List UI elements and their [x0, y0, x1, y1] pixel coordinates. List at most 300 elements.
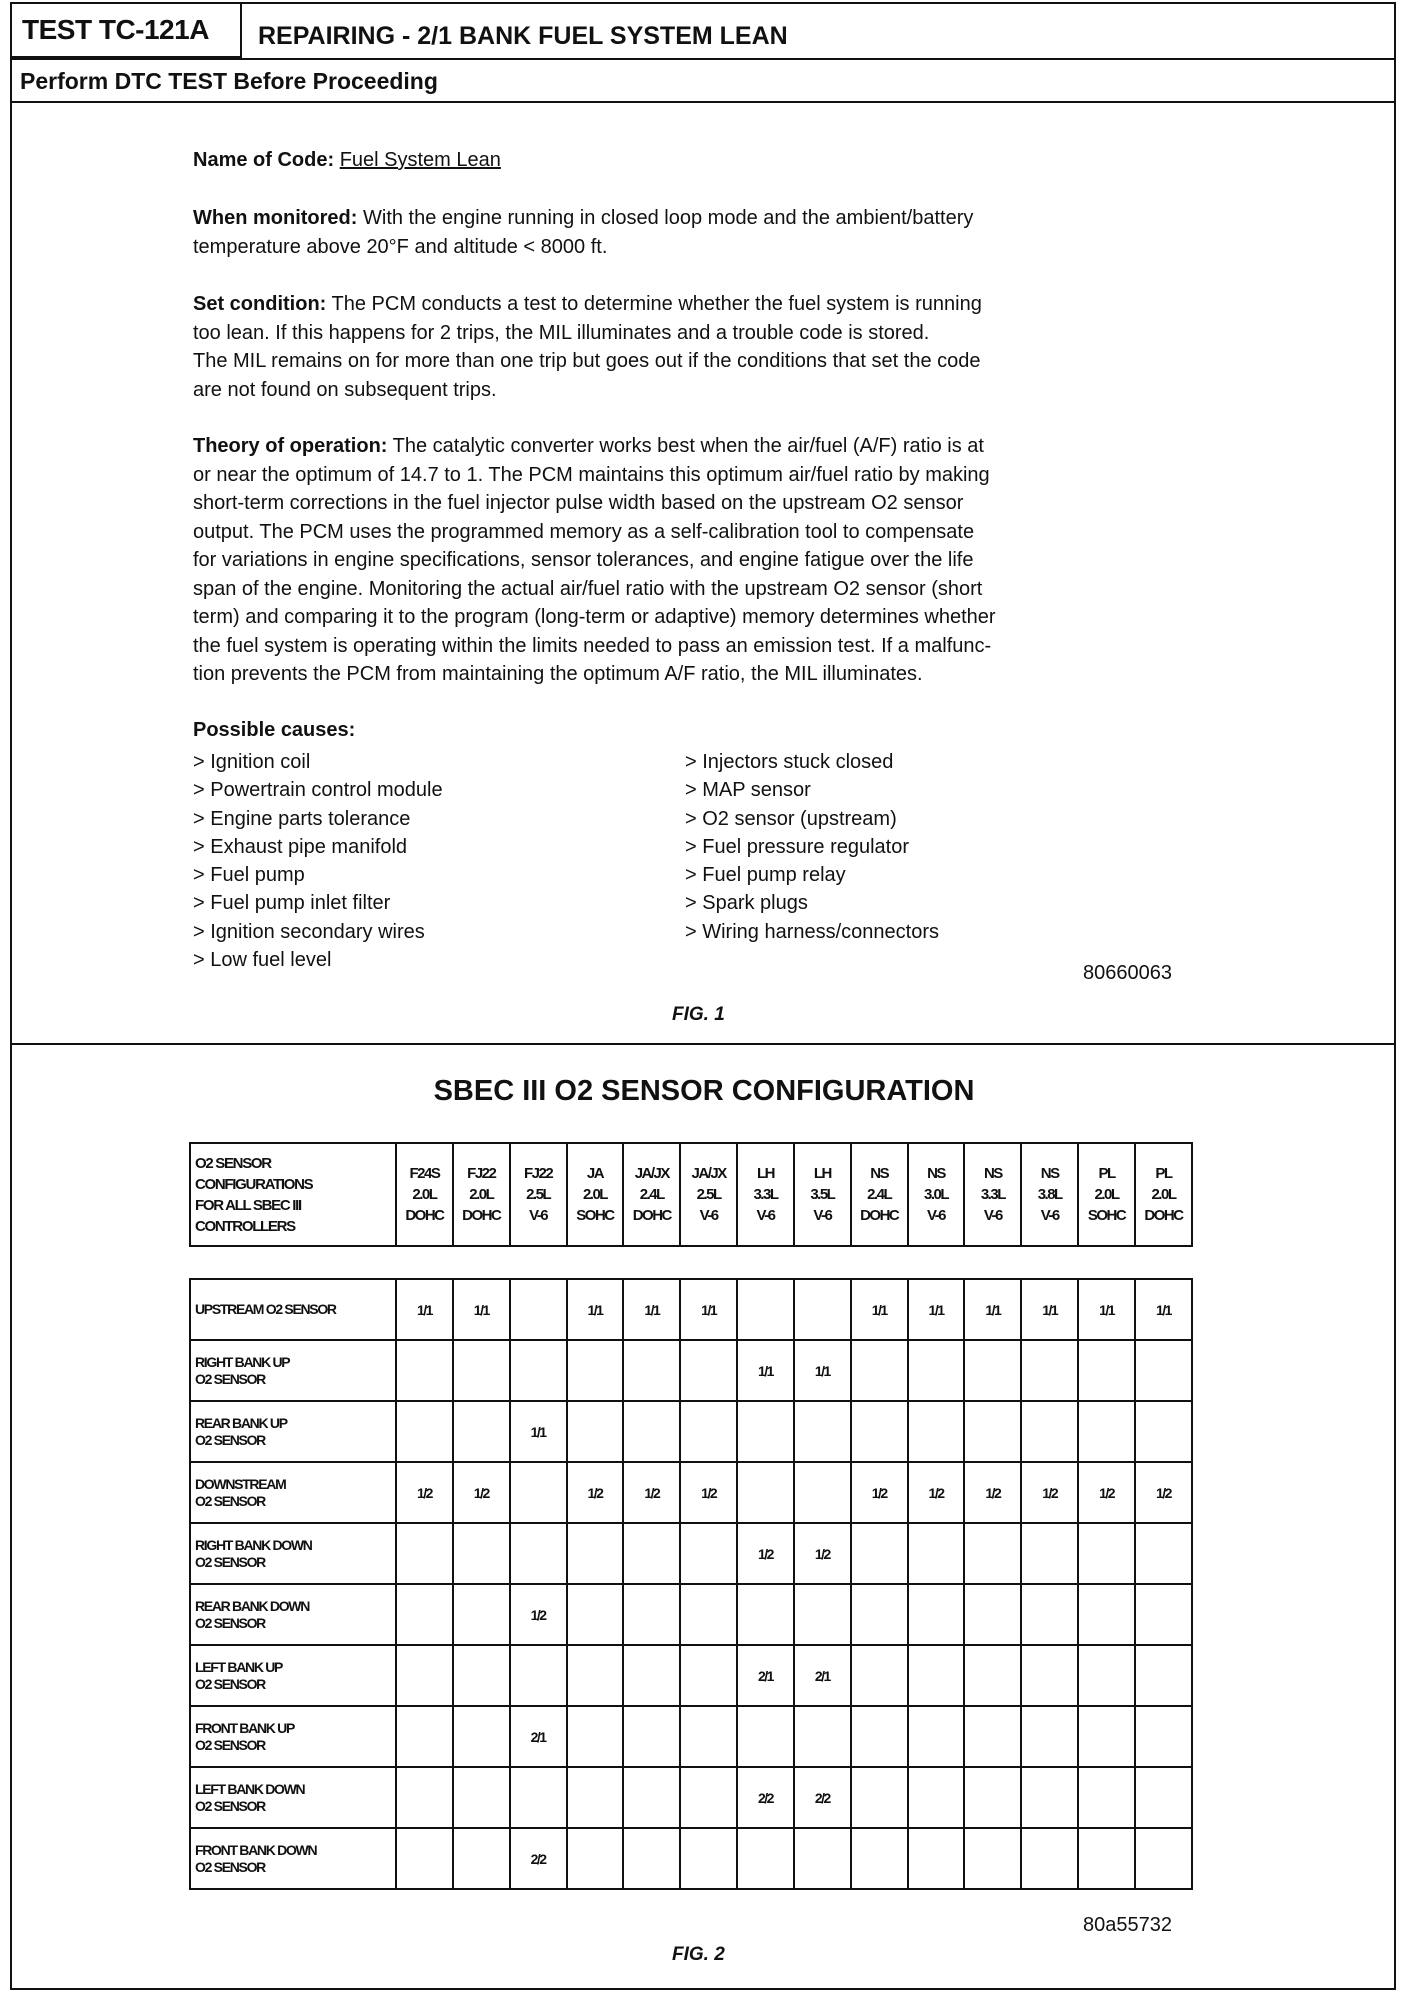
figure-code: 80a55732 [1083, 1914, 1172, 1936]
line-text: are not found on subsequent trips. [193, 378, 497, 401]
code-name: Fuel System Lean [339, 149, 501, 171]
row-label [190, 1767, 396, 1828]
table-cell [680, 1523, 737, 1584]
table-cell [1135, 1645, 1192, 1706]
table-cell: 1/1 [908, 1279, 965, 1340]
test-id: TEST TC-121A [10, 2, 242, 58]
table-cell [567, 1584, 624, 1645]
cause-item: > Injectors stuck closed [685, 751, 894, 773]
figure-caption: FIG. 1 [672, 1004, 725, 1025]
column-header-line: 3.3L [980, 1186, 1005, 1203]
cause-item: > Wiring harness/connectors [685, 920, 940, 943]
table-cell [737, 1279, 794, 1340]
para-when-monitored [193, 204, 973, 261]
row-label-line: O2 SENSOR [195, 1431, 265, 1448]
table-cell [396, 1523, 453, 1584]
table-cell [1021, 1340, 1078, 1401]
row-label-line: O2 SENSOR [195, 1675, 265, 1692]
table-cell [1135, 1706, 1192, 1767]
column-header-line: SOHC [1087, 1207, 1126, 1224]
table-cell [1021, 1584, 1078, 1645]
row-label-line: O2 SENSOR [195, 1797, 265, 1814]
table-cell [737, 1706, 794, 1767]
line-text: The catalytic converter works best when the air/fuel (A/F) ratio is at [387, 435, 984, 457]
table-cell: 1/2 [964, 1462, 1021, 1523]
line-text: The PCM conducts a test to determine whether the fuel system is running [326, 293, 982, 315]
table-cell [623, 1828, 680, 1889]
table-cell: 1/1 [737, 1340, 794, 1401]
column-header-line: JA/JX [634, 1165, 669, 1182]
table-cell [510, 1645, 567, 1706]
paragraph-line [193, 347, 982, 376]
column-header [908, 1143, 965, 1246]
causes-right [685, 748, 939, 946]
table-cell: 1/1 [851, 1279, 908, 1340]
cause-item: > Fuel pressure regulator [685, 835, 910, 858]
table-cell [908, 1340, 965, 1401]
row-label-line: LEFT BANK UP [195, 1658, 283, 1675]
causes-left [193, 748, 443, 974]
column-header-line: V-6 [756, 1207, 775, 1224]
column-header-line: NS [870, 1165, 889, 1182]
table-cell [851, 1706, 908, 1767]
column-header-line: DOHC [860, 1207, 899, 1224]
table-cell [1021, 1645, 1078, 1706]
table-row [190, 1767, 1192, 1828]
column-header-line: V-6 [983, 1207, 1002, 1224]
table-row [190, 1279, 1192, 1340]
row-label-line: UPSTREAM O2 SENSOR [195, 1301, 336, 1317]
row-label [190, 1401, 396, 1462]
table-cell [908, 1584, 965, 1645]
table-cell [1135, 1340, 1192, 1401]
table-cell: 1/1 [794, 1340, 851, 1401]
table-cell [510, 1462, 567, 1523]
table-cell: 1/1 [680, 1279, 737, 1340]
table-cell: 2/2 [737, 1767, 794, 1828]
row-label-line: O2 SENSOR [195, 1858, 265, 1875]
cause-item: > Ignition secondary wires [193, 920, 425, 943]
table-cell [1078, 1340, 1135, 1401]
table-cell [510, 1767, 567, 1828]
column-header [851, 1143, 908, 1246]
line-text: the fuel system is operating within the limits needed to pass an emission test. If a malfunc- [193, 634, 992, 657]
table-cell [964, 1828, 1021, 1889]
divider [10, 1043, 1396, 1045]
table-cell [680, 1767, 737, 1828]
causes-heading [193, 716, 355, 745]
table-cell: 2/2 [510, 1828, 567, 1889]
table-cell [794, 1828, 851, 1889]
column-header-line: FJ22 [467, 1165, 496, 1182]
cause-item: > Fuel pump inlet filter [193, 892, 391, 915]
table-cell [567, 1767, 624, 1828]
table-cell [851, 1645, 908, 1706]
table-cell [396, 1706, 453, 1767]
table-cell: 1/1 [510, 1401, 567, 1462]
table-cell: 1/2 [794, 1523, 851, 1584]
line-text: tion prevents the PCM from maintaining the optimum A/F ratio, the MIL illuminates. [193, 663, 923, 685]
column-header-line: F24S [409, 1165, 440, 1182]
cause-item: > Fuel pump [193, 864, 305, 887]
column-header-line: 2.5L [526, 1186, 551, 1203]
paragraph-line [193, 489, 996, 518]
line-text: The MIL remains on for more than one trip but goes out if the conditions that set the code [193, 350, 981, 372]
table-cell: 1/1 [396, 1279, 453, 1340]
column-header [396, 1143, 453, 1246]
table-cell [453, 1340, 510, 1401]
table-cell: 1/1 [964, 1279, 1021, 1340]
table-cell: 1/2 [567, 1462, 624, 1523]
corner-line: O2 SENSOR [195, 1154, 271, 1172]
corner-line: CONFIGURATIONS [195, 1175, 313, 1193]
row-label [190, 1279, 396, 1340]
table-cell [908, 1828, 965, 1889]
line-text: short-term corrections in the fuel injector pulse width based on the upstream O2 sensor [193, 492, 964, 514]
table-cell [453, 1767, 510, 1828]
column-header-line: 3.0L [924, 1186, 949, 1203]
column-header-line: V-6 [699, 1207, 718, 1224]
table-cell [396, 1584, 453, 1645]
table-cell [1021, 1767, 1078, 1828]
column-header [794, 1143, 851, 1246]
corner-line: FOR ALL SBEC III [195, 1196, 301, 1214]
table-cell [851, 1767, 908, 1828]
table-cell [453, 1706, 510, 1767]
column-header [1021, 1143, 1078, 1246]
paragraph-line [193, 546, 996, 575]
column-header-line: NS [1040, 1165, 1059, 1182]
table-cell [567, 1706, 624, 1767]
row-label-line: FRONT BANK DOWN [195, 1841, 317, 1858]
column-header-line: DOHC [405, 1207, 444, 1224]
table-cell [567, 1645, 624, 1706]
table-cell [680, 1340, 737, 1401]
paragraph-line [193, 376, 982, 405]
table-row [190, 1645, 1192, 1706]
table-cell [964, 1706, 1021, 1767]
column-header-line: JA [586, 1165, 604, 1182]
line-text: temperature above 20°F and altitude < 8000 ft. [193, 235, 608, 258]
table-cell [1135, 1828, 1192, 1889]
table-cell [623, 1584, 680, 1645]
table-cell: 1/2 [908, 1462, 965, 1523]
table-cell [1078, 1706, 1135, 1767]
table-row [190, 1706, 1192, 1767]
table-cell [567, 1828, 624, 1889]
column-header-line: 2.0L [582, 1186, 607, 1203]
column-header-line: DOHC [1144, 1207, 1183, 1224]
column-header-line: 2.4L [867, 1186, 892, 1203]
table-cell [567, 1523, 624, 1584]
corner-label [190, 1143, 396, 1246]
label: Name of Code: [193, 149, 335, 171]
row-label-line: REAR BANK UP [195, 1414, 287, 1431]
page-title: REPAIRING - 2/1 BANK FUEL SYSTEM LEAN [258, 22, 788, 50]
table-cell: 1/2 [680, 1462, 737, 1523]
line-text: span of the engine. Monitoring the actual air/fuel ratio with the upstream O2 sensor (short [193, 577, 983, 600]
table-cell [1078, 1523, 1135, 1584]
cause-item: > Powertrain control module [193, 779, 443, 802]
row-label-line: O2 SENSOR [195, 1492, 265, 1509]
table-cell [964, 1645, 1021, 1706]
para-set-condition [193, 290, 982, 404]
column-header-line: 3.5L [810, 1186, 835, 1203]
column-header-line: PL [1155, 1165, 1172, 1182]
row-label-line: RIGHT BANK UP [195, 1353, 290, 1370]
column-header-line: DOHC [632, 1207, 671, 1224]
table-cell [623, 1523, 680, 1584]
table-cell [396, 1828, 453, 1889]
table-cell [794, 1706, 851, 1767]
column-header-line: 2.0L [1151, 1186, 1176, 1203]
table-cell [794, 1584, 851, 1645]
column-header-line: 2.0L [412, 1186, 437, 1203]
table-cell [1078, 1828, 1135, 1889]
paragraph-line [193, 290, 982, 319]
table-cell: 1/1 [1135, 1279, 1192, 1340]
table-row [190, 1340, 1192, 1401]
table-cell [1135, 1584, 1192, 1645]
table-row [190, 1462, 1192, 1523]
table-cell [794, 1462, 851, 1523]
column-header-line: LH [756, 1165, 774, 1182]
column-header [510, 1143, 567, 1246]
table-cell: 1/1 [1021, 1279, 1078, 1340]
label: Possible causes: [193, 719, 356, 741]
column-header [567, 1143, 624, 1246]
row-label [190, 1523, 396, 1584]
paragraph-line [193, 660, 996, 689]
row-label-line: O2 SENSOR [195, 1736, 265, 1753]
table-cell [964, 1401, 1021, 1462]
table-row [190, 1584, 1192, 1645]
paragraph-label: Set condition: [193, 293, 327, 315]
cause-item: > Fuel pump relay [685, 864, 846, 887]
column-header-line: LH [813, 1165, 831, 1182]
table-cell: 1/1 [623, 1279, 680, 1340]
row-label [190, 1340, 396, 1401]
table-cell [396, 1645, 453, 1706]
table-cell [680, 1584, 737, 1645]
row-label-line: LEFT BANK DOWN [195, 1780, 305, 1797]
table-cell [510, 1340, 567, 1401]
table-cell [510, 1523, 567, 1584]
table-cell [680, 1645, 737, 1706]
column-header [964, 1143, 1021, 1246]
row-label-line: O2 SENSOR [195, 1614, 265, 1631]
corner-line: CONTROLLERS [195, 1217, 295, 1235]
table-cell: 1/1 [567, 1279, 624, 1340]
row-label-line: DOWNSTREAM [195, 1475, 286, 1492]
table-cell [1135, 1523, 1192, 1584]
row-label [190, 1706, 396, 1767]
table-cell: 1/2 [510, 1584, 567, 1645]
table-cell [964, 1523, 1021, 1584]
column-header [623, 1143, 680, 1246]
line-text: With the engine running in closed loop mode and the ambient/battery [357, 207, 974, 229]
table-cell [453, 1584, 510, 1645]
table-cell [737, 1828, 794, 1889]
table-row [190, 1523, 1192, 1584]
table-cell: 1/2 [396, 1462, 453, 1523]
cause-item: > Exhaust pipe manifold [193, 835, 408, 858]
para-theory [193, 432, 996, 689]
column-header [453, 1143, 510, 1246]
column-header-line: 2.4L [639, 1186, 664, 1203]
column-header-line: PL [1098, 1165, 1115, 1182]
table-cell [396, 1401, 453, 1462]
row-label [190, 1828, 396, 1889]
row-label [190, 1645, 396, 1706]
table-cell [964, 1584, 1021, 1645]
table-cell [1135, 1401, 1192, 1462]
cause-item: > Low fuel level [193, 949, 332, 972]
table-cell: 2/1 [737, 1645, 794, 1706]
column-header-line: JA/JX [691, 1165, 726, 1182]
column-header-line: SOHC [576, 1207, 614, 1224]
table-cell [453, 1523, 510, 1584]
table-cell [908, 1523, 965, 1584]
paragraph-line [193, 603, 996, 632]
table-cell [680, 1706, 737, 1767]
column-header-line: NS [927, 1165, 945, 1182]
cause-item: > O2 sensor (upstream) [685, 807, 897, 830]
table-cell: 1/2 [737, 1523, 794, 1584]
table-cell [567, 1340, 624, 1401]
name-of-code [193, 146, 501, 175]
column-header-line: V-6 [927, 1207, 946, 1224]
table-cell [396, 1340, 453, 1401]
table-cell [851, 1340, 908, 1401]
table-row [190, 1401, 1192, 1462]
line-text: term) and comparing it to the program (long-term or adaptive) memory determines whether [193, 606, 996, 628]
column-header-line: V-6 [529, 1207, 548, 1224]
paragraph-line [193, 319, 982, 348]
column-header-line: V-6 [813, 1207, 832, 1224]
table-cell [453, 1401, 510, 1462]
table-cell [851, 1523, 908, 1584]
table-cell [851, 1828, 908, 1889]
table-cell [794, 1279, 851, 1340]
line-text: for variations in engine specifications, sensor tolerances, and engine fatigue over the life [193, 549, 974, 571]
divider [10, 101, 1396, 103]
row-label-line: O2 SENSOR [195, 1370, 265, 1387]
table-cell: 1/1 [453, 1279, 510, 1340]
table-cell [1078, 1401, 1135, 1462]
paragraph-line [193, 518, 996, 547]
paragraph-line [193, 575, 996, 604]
table-cell: 1/2 [453, 1462, 510, 1523]
line-text: or near the optimum of 14.7 to 1. The PCM maintains this optimum air/fuel ratio by making [193, 463, 990, 486]
column-header-line: 3.3L [753, 1186, 778, 1203]
paragraph-line [193, 233, 973, 262]
column-header-line: 3.8L [1037, 1186, 1062, 1203]
paragraph-label: Theory of operation: [193, 435, 388, 457]
table-cell [623, 1706, 680, 1767]
row-label-line: RIGHT BANK DOWN [195, 1536, 312, 1553]
table-cell [964, 1340, 1021, 1401]
column-header-line: V-6 [1040, 1207, 1059, 1224]
paragraph-line [193, 632, 996, 661]
table-cell [623, 1767, 680, 1828]
cause-item: > MAP sensor [685, 779, 811, 802]
table-cell [396, 1767, 453, 1828]
table-cell [737, 1462, 794, 1523]
table-cell [1021, 1828, 1078, 1889]
column-header-line: NS [983, 1165, 1002, 1182]
table-cell [623, 1340, 680, 1401]
table-cell [1078, 1584, 1135, 1645]
table-cell [1078, 1767, 1135, 1828]
row-label-line: FRONT BANK UP [195, 1719, 294, 1736]
column-header [737, 1143, 794, 1246]
divider [10, 58, 1396, 60]
figure-caption: FIG. 2 [672, 1944, 725, 1965]
table-cell [851, 1584, 908, 1645]
table-cell: 1/1 [1078, 1279, 1135, 1340]
table-cell: 1/2 [1135, 1462, 1192, 1523]
table-cell [908, 1767, 965, 1828]
table-cell: 1/2 [851, 1462, 908, 1523]
table-cell [908, 1706, 965, 1767]
paragraph-line [193, 204, 973, 233]
table-cell [510, 1279, 567, 1340]
paragraph-label: When monitored: [193, 207, 358, 229]
table-cell [453, 1828, 510, 1889]
table-cell [908, 1401, 965, 1462]
line-text: too lean. If this happens for 2 trips, the MIL illuminates and a trouble code is stored. [193, 321, 930, 344]
row-label [190, 1584, 396, 1645]
cause-item: > Ignition coil [193, 751, 311, 773]
table-cell: 1/2 [623, 1462, 680, 1523]
line-text: output. The PCM uses the programmed memory as a self-calibration tool to compensate [193, 520, 975, 543]
column-header-line: 2.0L [1094, 1186, 1119, 1203]
table-cell [794, 1401, 851, 1462]
table-title: SBEC III O2 SENSOR CONFIGURATION [433, 1075, 975, 1107]
table-cell [567, 1401, 624, 1462]
table-cell [1021, 1706, 1078, 1767]
cause-item: > Engine parts tolerance [193, 807, 411, 830]
row-label-line: REAR BANK DOWN [195, 1597, 310, 1614]
column-header [1135, 1143, 1192, 1246]
table-cell [680, 1828, 737, 1889]
table-cell [851, 1401, 908, 1462]
column-header-line: FJ22 [524, 1165, 553, 1182]
column-header [680, 1143, 737, 1246]
table-cell [1078, 1645, 1135, 1706]
table-cell [737, 1584, 794, 1645]
column-header-line: 2.5L [696, 1186, 721, 1203]
table-cell [1021, 1401, 1078, 1462]
table-cell [623, 1645, 680, 1706]
row-label-line: O2 SENSOR [195, 1553, 265, 1570]
table-cell [908, 1645, 965, 1706]
table-cell: 1/2 [1078, 1462, 1135, 1523]
table-row [190, 1828, 1192, 1889]
table-cell [737, 1401, 794, 1462]
column-header-line: DOHC [462, 1207, 501, 1224]
paragraph-line [193, 432, 996, 461]
table-cell: 2/1 [510, 1706, 567, 1767]
row-label [190, 1462, 396, 1523]
paragraph-line [193, 461, 996, 490]
table-cell [453, 1645, 510, 1706]
table-cell: 2/2 [794, 1767, 851, 1828]
table-cell [1021, 1523, 1078, 1584]
cause-item: > Spark plugs [685, 892, 808, 915]
subtitle: Perform DTC TEST Before Proceeding [20, 68, 438, 94]
